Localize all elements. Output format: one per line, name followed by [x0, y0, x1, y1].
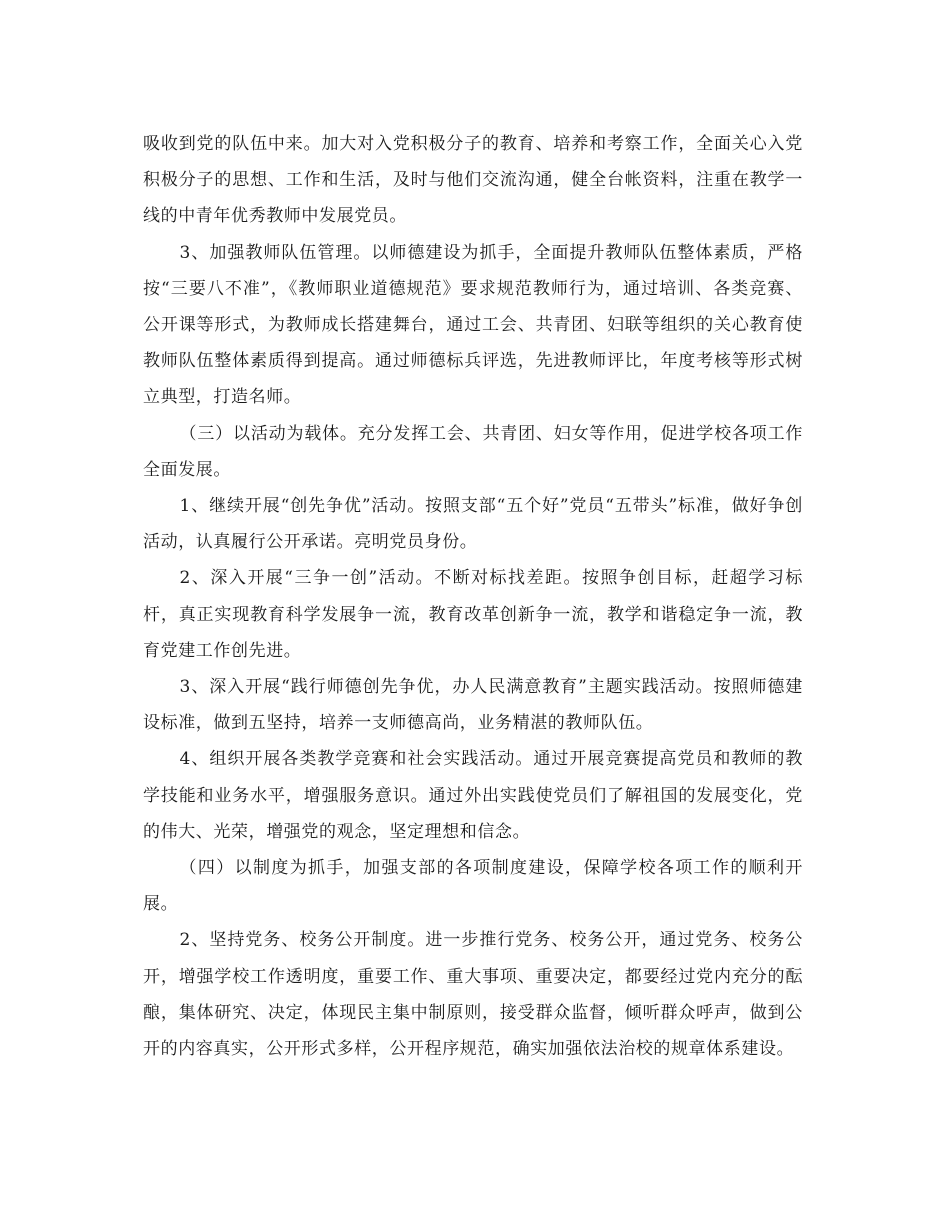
- paragraph-8: （四）以制度为抓手，加强支部的各项制度建设，保障学校各项工作的顺利开展。: [143, 858, 803, 915]
- paragraph-6: 3、深入开展“践行师德创先争优，办人民满意教育”主题实践活动。按照师德建设标准，做到五坚持，培养一支师德高尚，业务精湛的教师队伍。: [143, 677, 803, 734]
- paragraph-7: 4、组织开展各类教学竞赛和社会实践活动。通过开展竞赛提高党员和教师的教学技能和业务水平，增强服务意识。通过外出实践使党员们了解祖国的发展变化，党的伟大、光荣，增强党的观念，坚定理想和信念。: [143, 749, 803, 842]
- document-body: [143, 126, 803, 1067]
- paragraph-4: 1、继续开展“创先争优”活动。按照支部“五个好”党员“五带头”标准，做好争创活动，认真履行公开承诺。亮明党员身份。: [143, 496, 803, 553]
- paragraph-1: 吸收到党的队伍中来。加大对入党积极分子的教育、培养和考察工作，全面关心入党积极分子的思想、工作和生活，及时与他们交流沟通，健全台帐资料，注重在教学一线的中青年优秀教师中发展党员。: [143, 134, 803, 227]
- paragraph-2: 3、加强教师队伍管理。以师德建设为抓手，全面提升教师队伍整体素质，严格按“三要八不准”，《教师职业道德规范》要求规范教师行为，通过培训、各类竞赛、公开课等形式，为教师成长搭建舞台，通过工会、共青团、妇联等组织的关心教育使教师队伍整体素质得到提高。通过师德标兵评选，先进教师评比，年度考核等形式树立典型，打造名师。: [143, 242, 803, 408]
- paragraph-3: （三）以活动为载体。充分发挥工会、共青团、妇女等作用，促进学校各项工作全面发展。: [143, 423, 803, 480]
- paragraph-5: 2、深入开展“三争一创”活动。不断对标找差距。按照争创目标，赶超学习标杆，真正实现教育科学发展争一流，教育改革创新争一流，教学和谐稳定争一流，教育党建工作创先进。: [143, 568, 803, 661]
- paragraph-9: 2、坚持党务、校务公开制度。进一步推行党务、校务公开，通过党务、校务公开，增强学校工作透明度，重要工作、重大事项、重要决定，都要经过党内充分的酝酿，集体研究、决定，体现民主集中制原则，接受群众监督，倾听群众呼声，做到公开的内容真实，公开形式多样，公开程序规范，确实加强依法治校的规章体系建设。: [143, 930, 803, 1060]
